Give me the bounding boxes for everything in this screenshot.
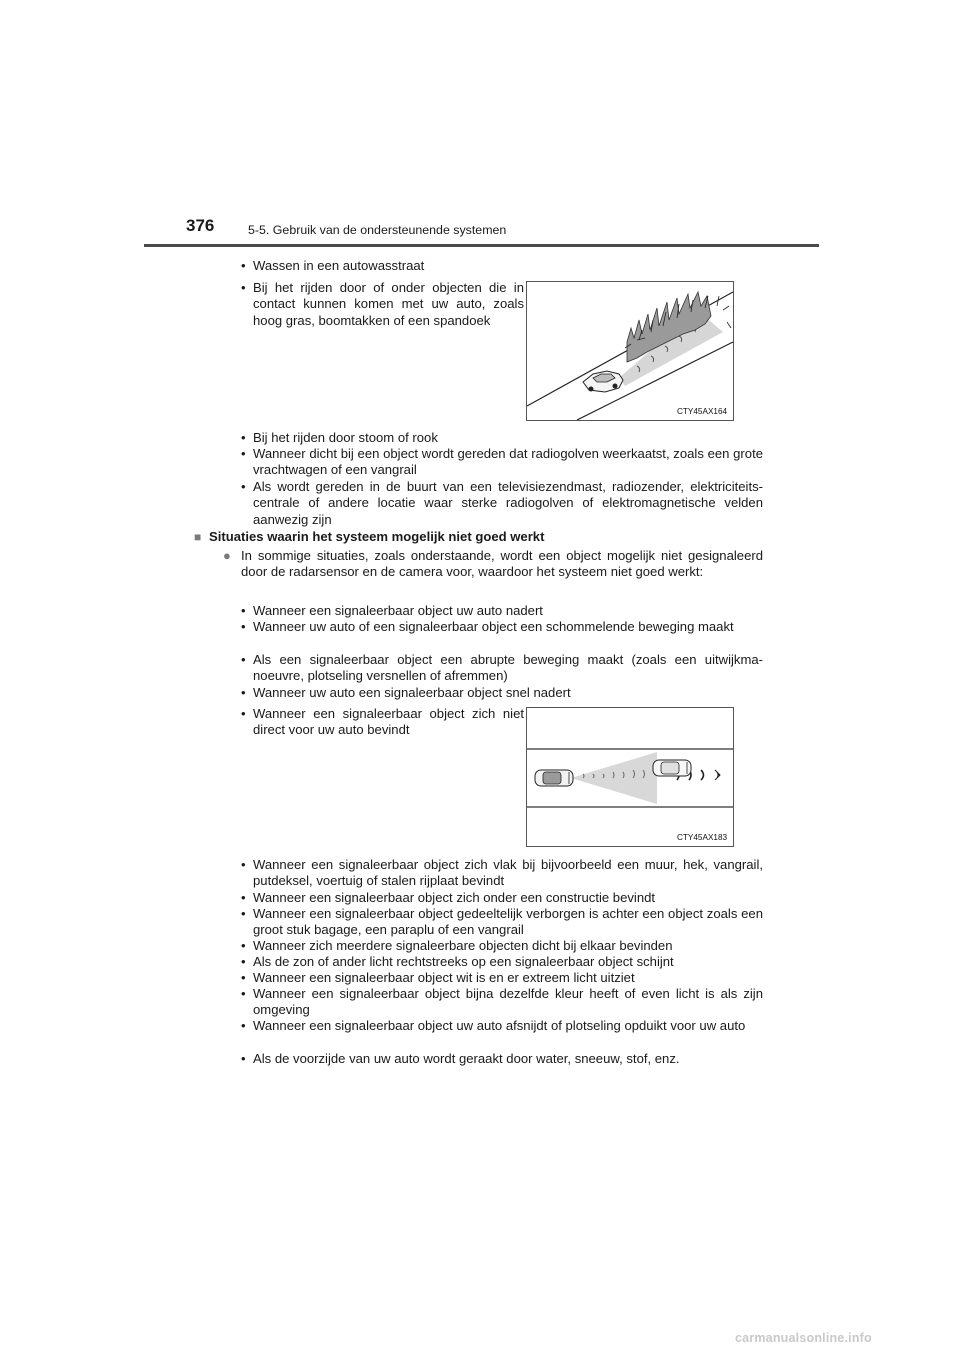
bullet-item: • Als de zon of ander licht rechtstreeks op een signaleerbaar object schijnt [235,954,763,970]
bullet-item: • Wanneer een signaleerbaar object zich vlak bij bijvoorbeeld een muur, hek, vangrail, putdeksel, voertuig of stalen rijplaat bevindt [235,857,763,890]
figure-code: CTY45AX183 [677,833,728,842]
road-foliage-illustration [527,282,733,420]
bullet-item: • Als een signaleerbaar object een abrupte beweging maakt (zoals een uitwijkma-noeuvre, plotseling versnellen of afremmen) [235,652,763,685]
figure-radar-obstruction [526,281,734,421]
bullet-item: • Wanneer uw auto of een signaleerbaar object een schommelende beweging maakt [235,619,763,635]
bullet-item: • Als de voorzijde van uw auto wordt geraakt door water, sneeuw, stof, enz. [235,1051,763,1067]
intro-paragraph: ● In sommige situaties, zoals onderstaande, wordt een object mogelijk niet gesignaleerd door de radarsensor en de camera voor, waardoor het systeem niet goed werkt: [223,548,763,580]
bullet-item: • Bij het rijden door of onder objecten die in contact kunnen komen met uw auto, zoals hoog gras, boomtakken of een spandoek [235,280,524,329]
bullet-item: • Als wordt gereden in de buurt van een televisiezendmast, radiozender, elektriciteits-centrale of andere locatie waar sterke radiogolven of elektromagnetische velden aanwezig zijn [235,479,763,528]
bullet-item: • Wassen in een autowasstraat [235,258,763,274]
bullet-item: • Wanneer een signaleerbaar object zich onder een constructie bevindt [235,890,763,906]
bullet-item: • Wanneer een signaleerbaar object wit is en er extreem licht uitziet [235,970,763,986]
target-car-icon [653,760,691,776]
bullet-item: • Wanneer een signaleerbaar object uw auto nadert [235,603,763,619]
subsection-heading: ■ Situaties waarin het systeem mogelijk niet goed werkt [194,529,545,544]
watermark: carmanualsonline.info [735,1331,872,1345]
bullet-item: • Wanneer een signaleerbaar object uw auto afsnijdt of plotseling opduikt voor uw auto [235,1018,763,1034]
bullet-item: • Wanneer dicht bij een object wordt gereden dat radiogolven weerkaatst, zoals een grote vrachtwagen of een vangrail [235,446,763,479]
bullet-item: • Wanneer een signaleerbaar object gedeeltelijk verborgen is achter een object zoals een groot stuk bagage, een paraplu of een vangrail [235,906,763,939]
bullet-item: • Wanneer een signaleerbaar object bijna dezelfde kleur heeft of even licht is als zijn omgeving [235,986,763,1019]
figure-offset-vehicle [526,707,734,847]
car-icon [583,371,623,392]
offset-vehicle-illustration [527,708,733,846]
bullet-item: • Wanneer een signaleerbaar object zich niet direct voor uw auto bevindt [235,706,524,739]
page-number: 376 [186,216,215,235]
figure-code: CTY45AX164 [677,407,728,416]
bullet-item: • Wanneer zich meerdere signaleerbare objecten dicht bij elkaar bevinden [235,938,763,954]
bullet-item: • Bij het rijden door stoom of rook [235,430,763,446]
own-car-icon [535,770,573,786]
bullet-item: • Wanneer uw auto een signaleerbaar object snel nadert [235,685,763,701]
section-title: 5-5. Gebruik van de ondersteunende systemen [248,223,507,237]
